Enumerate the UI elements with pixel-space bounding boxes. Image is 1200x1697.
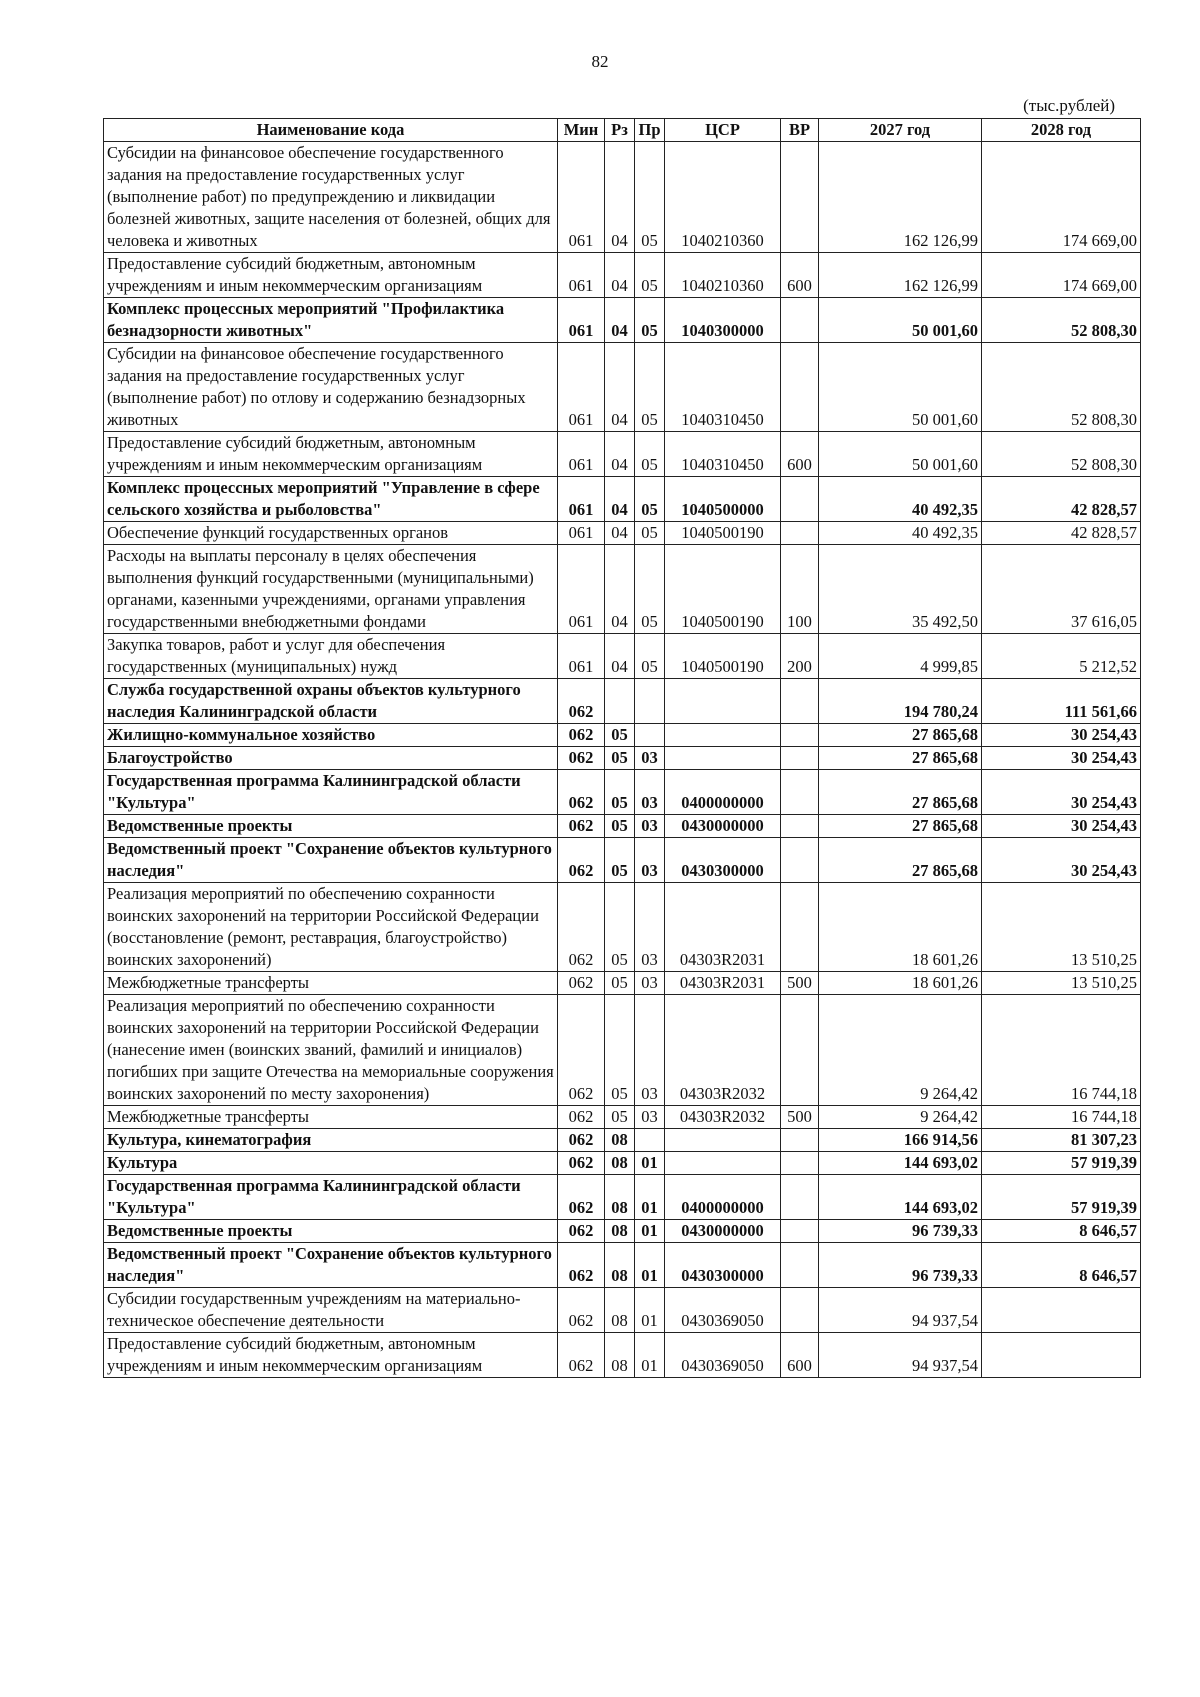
cell-csr: 1040500190 <box>665 545 781 634</box>
cell-name: Предоставление субсидий бюджетным, автономным учреждениям и иным некоммерческим организациям <box>104 432 558 477</box>
cell-2028: 52 808,30 <box>982 432 1141 477</box>
cell-min: 062 <box>558 815 605 838</box>
table-row <box>104 972 1141 995</box>
cell-rz: 08 <box>605 1220 635 1243</box>
cell-min: 061 <box>558 343 605 432</box>
cell-pr: 01 <box>635 1333 665 1378</box>
cell-2028: 111 561,66 <box>982 679 1141 724</box>
header-vr: ВР <box>781 119 819 142</box>
cell-2028: 30 254,43 <box>982 815 1141 838</box>
table-row <box>104 815 1141 838</box>
cell-csr <box>665 747 781 770</box>
cell-2027: 4 999,85 <box>819 634 982 679</box>
cell-pr <box>635 1129 665 1152</box>
cell-2027: 96 739,33 <box>819 1220 982 1243</box>
cell-min: 062 <box>558 1288 605 1333</box>
cell-pr: 05 <box>635 634 665 679</box>
table-row <box>104 1152 1141 1175</box>
cell-2028: 81 307,23 <box>982 1129 1141 1152</box>
cell-min: 062 <box>558 838 605 883</box>
cell-min: 062 <box>558 972 605 995</box>
header-name: Наименование кода <box>104 119 558 142</box>
table-row <box>104 1288 1141 1333</box>
cell-csr: 1040210360 <box>665 253 781 298</box>
cell-2027: 162 126,99 <box>819 142 982 253</box>
cell-rz <box>605 679 635 724</box>
cell-rz: 04 <box>605 253 635 298</box>
cell-pr <box>635 724 665 747</box>
cell-pr: 03 <box>635 972 665 995</box>
cell-2028: 174 669,00 <box>982 142 1141 253</box>
cell-vr: 100 <box>781 545 819 634</box>
cell-name: Предоставление субсидий бюджетным, автономным учреждениям и иным некоммерческим организациям <box>104 1333 558 1378</box>
cell-name: Субсидии государственным учреждениям на материально-техническое обеспечение деятельности <box>104 1288 558 1333</box>
cell-name: Субсидии на финансовое обеспечение государственного задания на предоставление государственных услуг (выполнение работ) по отлову и содержанию безнадзорных животных <box>104 343 558 432</box>
cell-name: Государственная программа Калининградской области "Культура" <box>104 770 558 815</box>
cell-min: 061 <box>558 142 605 253</box>
cell-name: Межбюджетные трансферты <box>104 972 558 995</box>
cell-2027: 50 001,60 <box>819 343 982 432</box>
table-row <box>104 679 1141 724</box>
header-csr: ЦСР <box>665 119 781 142</box>
cell-2027: 35 492,50 <box>819 545 982 634</box>
table-row <box>104 770 1141 815</box>
cell-name: Расходы на выплаты персоналу в целях обеспечения выполнения функций государственными (муниципальными) органами, казенными учреждениями, органами управления государственными внебюджетными фондами <box>104 545 558 634</box>
table-row <box>104 995 1141 1106</box>
cell-min: 062 <box>558 747 605 770</box>
cell-vr: 600 <box>781 1333 819 1378</box>
cell-name: Ведомственный проект "Сохранение объектов культурного наследия" <box>104 1243 558 1288</box>
cell-vr <box>781 995 819 1106</box>
cell-2028: 42 828,57 <box>982 477 1141 522</box>
cell-rz: 05 <box>605 995 635 1106</box>
cell-vr: 500 <box>781 1106 819 1129</box>
cell-min: 062 <box>558 1129 605 1152</box>
table-row <box>104 142 1141 253</box>
cell-2028: 5 212,52 <box>982 634 1141 679</box>
cell-rz: 08 <box>605 1333 635 1378</box>
cell-2028: 174 669,00 <box>982 253 1141 298</box>
cell-csr <box>665 1129 781 1152</box>
cell-name: Культура <box>104 1152 558 1175</box>
budget-table <box>103 118 1141 1378</box>
cell-csr: 1040500190 <box>665 634 781 679</box>
cell-min: 062 <box>558 724 605 747</box>
cell-2028 <box>982 1333 1141 1378</box>
cell-2028: 42 828,57 <box>982 522 1141 545</box>
cell-rz: 08 <box>605 1129 635 1152</box>
cell-2027: 166 914,56 <box>819 1129 982 1152</box>
table-row <box>104 1106 1141 1129</box>
cell-2028: 13 510,25 <box>982 972 1141 995</box>
cell-csr: 1040500190 <box>665 522 781 545</box>
cell-2027: 194 780,24 <box>819 679 982 724</box>
cell-vr <box>781 679 819 724</box>
cell-vr: 200 <box>781 634 819 679</box>
cell-2027: 18 601,26 <box>819 883 982 972</box>
cell-pr: 01 <box>635 1220 665 1243</box>
cell-rz: 05 <box>605 724 635 747</box>
cell-pr: 05 <box>635 545 665 634</box>
cell-min: 062 <box>558 679 605 724</box>
cell-vr <box>781 1243 819 1288</box>
table-row <box>104 1243 1141 1288</box>
cell-pr: 03 <box>635 815 665 838</box>
cell-rz: 04 <box>605 343 635 432</box>
cell-vr: 600 <box>781 432 819 477</box>
table-row <box>104 724 1141 747</box>
cell-min: 062 <box>558 770 605 815</box>
cell-csr <box>665 724 781 747</box>
page-number: 82 <box>591 52 609 71</box>
cell-csr <box>665 679 781 724</box>
cell-name: Благоустройство <box>104 747 558 770</box>
header-pr: Пр <box>635 119 665 142</box>
cell-2027: 9 264,42 <box>819 1106 982 1129</box>
cell-2028: 30 254,43 <box>982 838 1141 883</box>
cell-min: 062 <box>558 883 605 972</box>
cell-min: 061 <box>558 634 605 679</box>
cell-min: 061 <box>558 522 605 545</box>
cell-rz: 04 <box>605 545 635 634</box>
cell-csr: 0430300000 <box>665 1243 781 1288</box>
table-row <box>104 343 1141 432</box>
cell-min: 062 <box>558 1106 605 1129</box>
cell-csr: 04303R2031 <box>665 883 781 972</box>
cell-min: 061 <box>558 298 605 343</box>
cell-rz: 04 <box>605 477 635 522</box>
table-row <box>104 522 1141 545</box>
cell-2028: 52 808,30 <box>982 298 1141 343</box>
cell-2028: 13 510,25 <box>982 883 1141 972</box>
cell-min: 061 <box>558 253 605 298</box>
table-row <box>104 1129 1141 1152</box>
cell-vr: 500 <box>781 972 819 995</box>
table-row <box>104 477 1141 522</box>
cell-rz: 05 <box>605 747 635 770</box>
cell-2028: 8 646,57 <box>982 1243 1141 1288</box>
cell-rz: 08 <box>605 1288 635 1333</box>
cell-min: 062 <box>558 1243 605 1288</box>
cell-name: Государственная программа Калининградской области "Культура" <box>104 1175 558 1220</box>
cell-name: Реализация мероприятий по обеспечению сохранности воинских захоронений на территории Российской Федерации (восстановление (ремонт, реставрация, благоустройство) воинских захоронений) <box>104 883 558 972</box>
cell-2028: 37 616,05 <box>982 545 1141 634</box>
cell-rz: 08 <box>605 1152 635 1175</box>
cell-name: Закупка товаров, работ и услуг для обеспечения государственных (муниципальных) нужд <box>104 634 558 679</box>
cell-vr <box>781 298 819 343</box>
cell-vr <box>781 1220 819 1243</box>
cell-rz: 04 <box>605 432 635 477</box>
table-row <box>104 1220 1141 1243</box>
header-2027: 2027 год <box>819 119 982 142</box>
cell-pr: 01 <box>635 1243 665 1288</box>
cell-pr: 05 <box>635 432 665 477</box>
cell-2027: 50 001,60 <box>819 432 982 477</box>
cell-2027: 27 865,68 <box>819 724 982 747</box>
cell-csr: 0430000000 <box>665 815 781 838</box>
cell-rz: 08 <box>605 1175 635 1220</box>
cell-name: Комплекс процессных мероприятий "Управление в сфере сельского хозяйства и рыболовства" <box>104 477 558 522</box>
header-2028: 2028 год <box>982 119 1141 142</box>
cell-2027: 96 739,33 <box>819 1243 982 1288</box>
table-row <box>104 883 1141 972</box>
units-label: (тыс.рублей) <box>1023 96 1115 115</box>
cell-2027: 27 865,68 <box>819 770 982 815</box>
cell-name: Обеспечение функций государственных органов <box>104 522 558 545</box>
table-row <box>104 634 1141 679</box>
cell-csr: 0430369050 <box>665 1333 781 1378</box>
cell-name: Ведомственные проекты <box>104 815 558 838</box>
cell-vr <box>781 1152 819 1175</box>
cell-min: 062 <box>558 995 605 1106</box>
cell-name: Комплекс процессных мероприятий "Профилактика безнадзорности животных" <box>104 298 558 343</box>
cell-vr <box>781 142 819 253</box>
cell-csr: 1040300000 <box>665 298 781 343</box>
cell-csr: 0430369050 <box>665 1288 781 1333</box>
cell-2027: 144 693,02 <box>819 1175 982 1220</box>
cell-rz: 04 <box>605 298 635 343</box>
cell-min: 061 <box>558 477 605 522</box>
cell-pr: 05 <box>635 343 665 432</box>
cell-2028: 16 744,18 <box>982 995 1141 1106</box>
cell-rz: 04 <box>605 142 635 253</box>
cell-csr: 1040310450 <box>665 432 781 477</box>
cell-2027: 18 601,26 <box>819 972 982 995</box>
cell-2027: 50 001,60 <box>819 298 982 343</box>
cell-csr: 04303R2032 <box>665 1106 781 1129</box>
cell-vr <box>781 815 819 838</box>
header-rz: Рз <box>605 119 635 142</box>
cell-vr <box>781 1288 819 1333</box>
cell-csr: 0400000000 <box>665 770 781 815</box>
cell-2027: 27 865,68 <box>819 815 982 838</box>
cell-vr <box>781 883 819 972</box>
cell-2027: 9 264,42 <box>819 995 982 1106</box>
table-row <box>104 298 1141 343</box>
cell-csr: 04303R2031 <box>665 972 781 995</box>
cell-pr: 01 <box>635 1175 665 1220</box>
cell-rz: 05 <box>605 972 635 995</box>
cell-name: Служба государственной охраны объектов культурного наследия Калининградской области <box>104 679 558 724</box>
cell-rz: 05 <box>605 815 635 838</box>
cell-2028: 30 254,43 <box>982 770 1141 815</box>
cell-2028: 30 254,43 <box>982 747 1141 770</box>
cell-vr <box>781 724 819 747</box>
cell-pr: 01 <box>635 1288 665 1333</box>
cell-pr: 05 <box>635 142 665 253</box>
cell-2028 <box>982 1288 1141 1333</box>
cell-min: 062 <box>558 1333 605 1378</box>
cell-2027: 94 937,54 <box>819 1333 982 1378</box>
cell-vr <box>781 477 819 522</box>
cell-name: Ведомственные проекты <box>104 1220 558 1243</box>
cell-csr: 0430300000 <box>665 838 781 883</box>
cell-2027: 27 865,68 <box>819 838 982 883</box>
cell-2028: 57 919,39 <box>982 1152 1141 1175</box>
table-row <box>104 1175 1141 1220</box>
cell-pr: 03 <box>635 770 665 815</box>
cell-2027: 162 126,99 <box>819 253 982 298</box>
cell-2027: 40 492,35 <box>819 477 982 522</box>
cell-vr <box>781 343 819 432</box>
cell-rz: 05 <box>605 883 635 972</box>
table-row <box>104 1333 1141 1378</box>
cell-rz: 08 <box>605 1243 635 1288</box>
cell-csr: 0430000000 <box>665 1220 781 1243</box>
cell-vr: 600 <box>781 253 819 298</box>
cell-pr <box>635 679 665 724</box>
cell-min: 061 <box>558 432 605 477</box>
cell-name: Ведомственный проект "Сохранение объектов культурного наследия" <box>104 838 558 883</box>
table-row <box>104 838 1141 883</box>
table-row <box>104 432 1141 477</box>
header-min: Мин <box>558 119 605 142</box>
cell-rz: 05 <box>605 838 635 883</box>
cell-vr <box>781 1129 819 1152</box>
cell-csr: 04303R2032 <box>665 995 781 1106</box>
cell-2028: 52 808,30 <box>982 343 1141 432</box>
cell-name: Предоставление субсидий бюджетным, автономным учреждениям и иным некоммерческим организациям <box>104 253 558 298</box>
cell-2027: 94 937,54 <box>819 1288 982 1333</box>
cell-name: Культура, кинематография <box>104 1129 558 1152</box>
cell-pr: 05 <box>635 298 665 343</box>
cell-vr <box>781 522 819 545</box>
cell-name: Реализация мероприятий по обеспечению сохранности воинских захоронений на территории Российской Федерации (нанесение имен (воинских званий, фамилий и инициалов) погибших при защите Отечества на мемориальные сооружения воинских захоронений по месту захоронения) <box>104 995 558 1106</box>
table-row <box>104 253 1141 298</box>
cell-2028: 30 254,43 <box>982 724 1141 747</box>
cell-min: 062 <box>558 1152 605 1175</box>
cell-vr <box>781 838 819 883</box>
cell-2027: 40 492,35 <box>819 522 982 545</box>
cell-vr <box>781 1175 819 1220</box>
cell-pr: 03 <box>635 883 665 972</box>
cell-rz: 05 <box>605 1106 635 1129</box>
table-row <box>104 747 1141 770</box>
cell-min: 062 <box>558 1175 605 1220</box>
cell-2028: 16 744,18 <box>982 1106 1141 1129</box>
cell-name: Субсидии на финансовое обеспечение государственного задания на предоставление государственных услуг (выполнение работ) по предупреждению и ликвидации болезней животных, защите населения от болезней, общих для человека и животных <box>104 142 558 253</box>
cell-pr: 05 <box>635 477 665 522</box>
cell-csr: 1040500000 <box>665 477 781 522</box>
cell-pr: 03 <box>635 838 665 883</box>
cell-csr: 0400000000 <box>665 1175 781 1220</box>
cell-vr <box>781 770 819 815</box>
cell-csr: 1040210360 <box>665 142 781 253</box>
table-row <box>104 545 1141 634</box>
cell-min: 062 <box>558 1220 605 1243</box>
cell-pr: 01 <box>635 1152 665 1175</box>
cell-name: Жилищно-коммунальное хозяйство <box>104 724 558 747</box>
cell-min: 061 <box>558 545 605 634</box>
cell-2027: 144 693,02 <box>819 1152 982 1175</box>
cell-pr: 05 <box>635 253 665 298</box>
cell-pr: 03 <box>635 747 665 770</box>
cell-csr: 1040310450 <box>665 343 781 432</box>
cell-name: Межбюджетные трансферты <box>104 1106 558 1129</box>
cell-2028: 57 919,39 <box>982 1175 1141 1220</box>
cell-2028: 8 646,57 <box>982 1220 1141 1243</box>
cell-csr <box>665 1152 781 1175</box>
cell-rz: 04 <box>605 522 635 545</box>
cell-vr <box>781 747 819 770</box>
cell-rz: 05 <box>605 770 635 815</box>
cell-2027: 27 865,68 <box>819 747 982 770</box>
cell-rz: 04 <box>605 634 635 679</box>
cell-pr: 05 <box>635 522 665 545</box>
cell-pr: 03 <box>635 1106 665 1129</box>
cell-pr: 03 <box>635 995 665 1106</box>
header-row <box>104 119 1141 142</box>
